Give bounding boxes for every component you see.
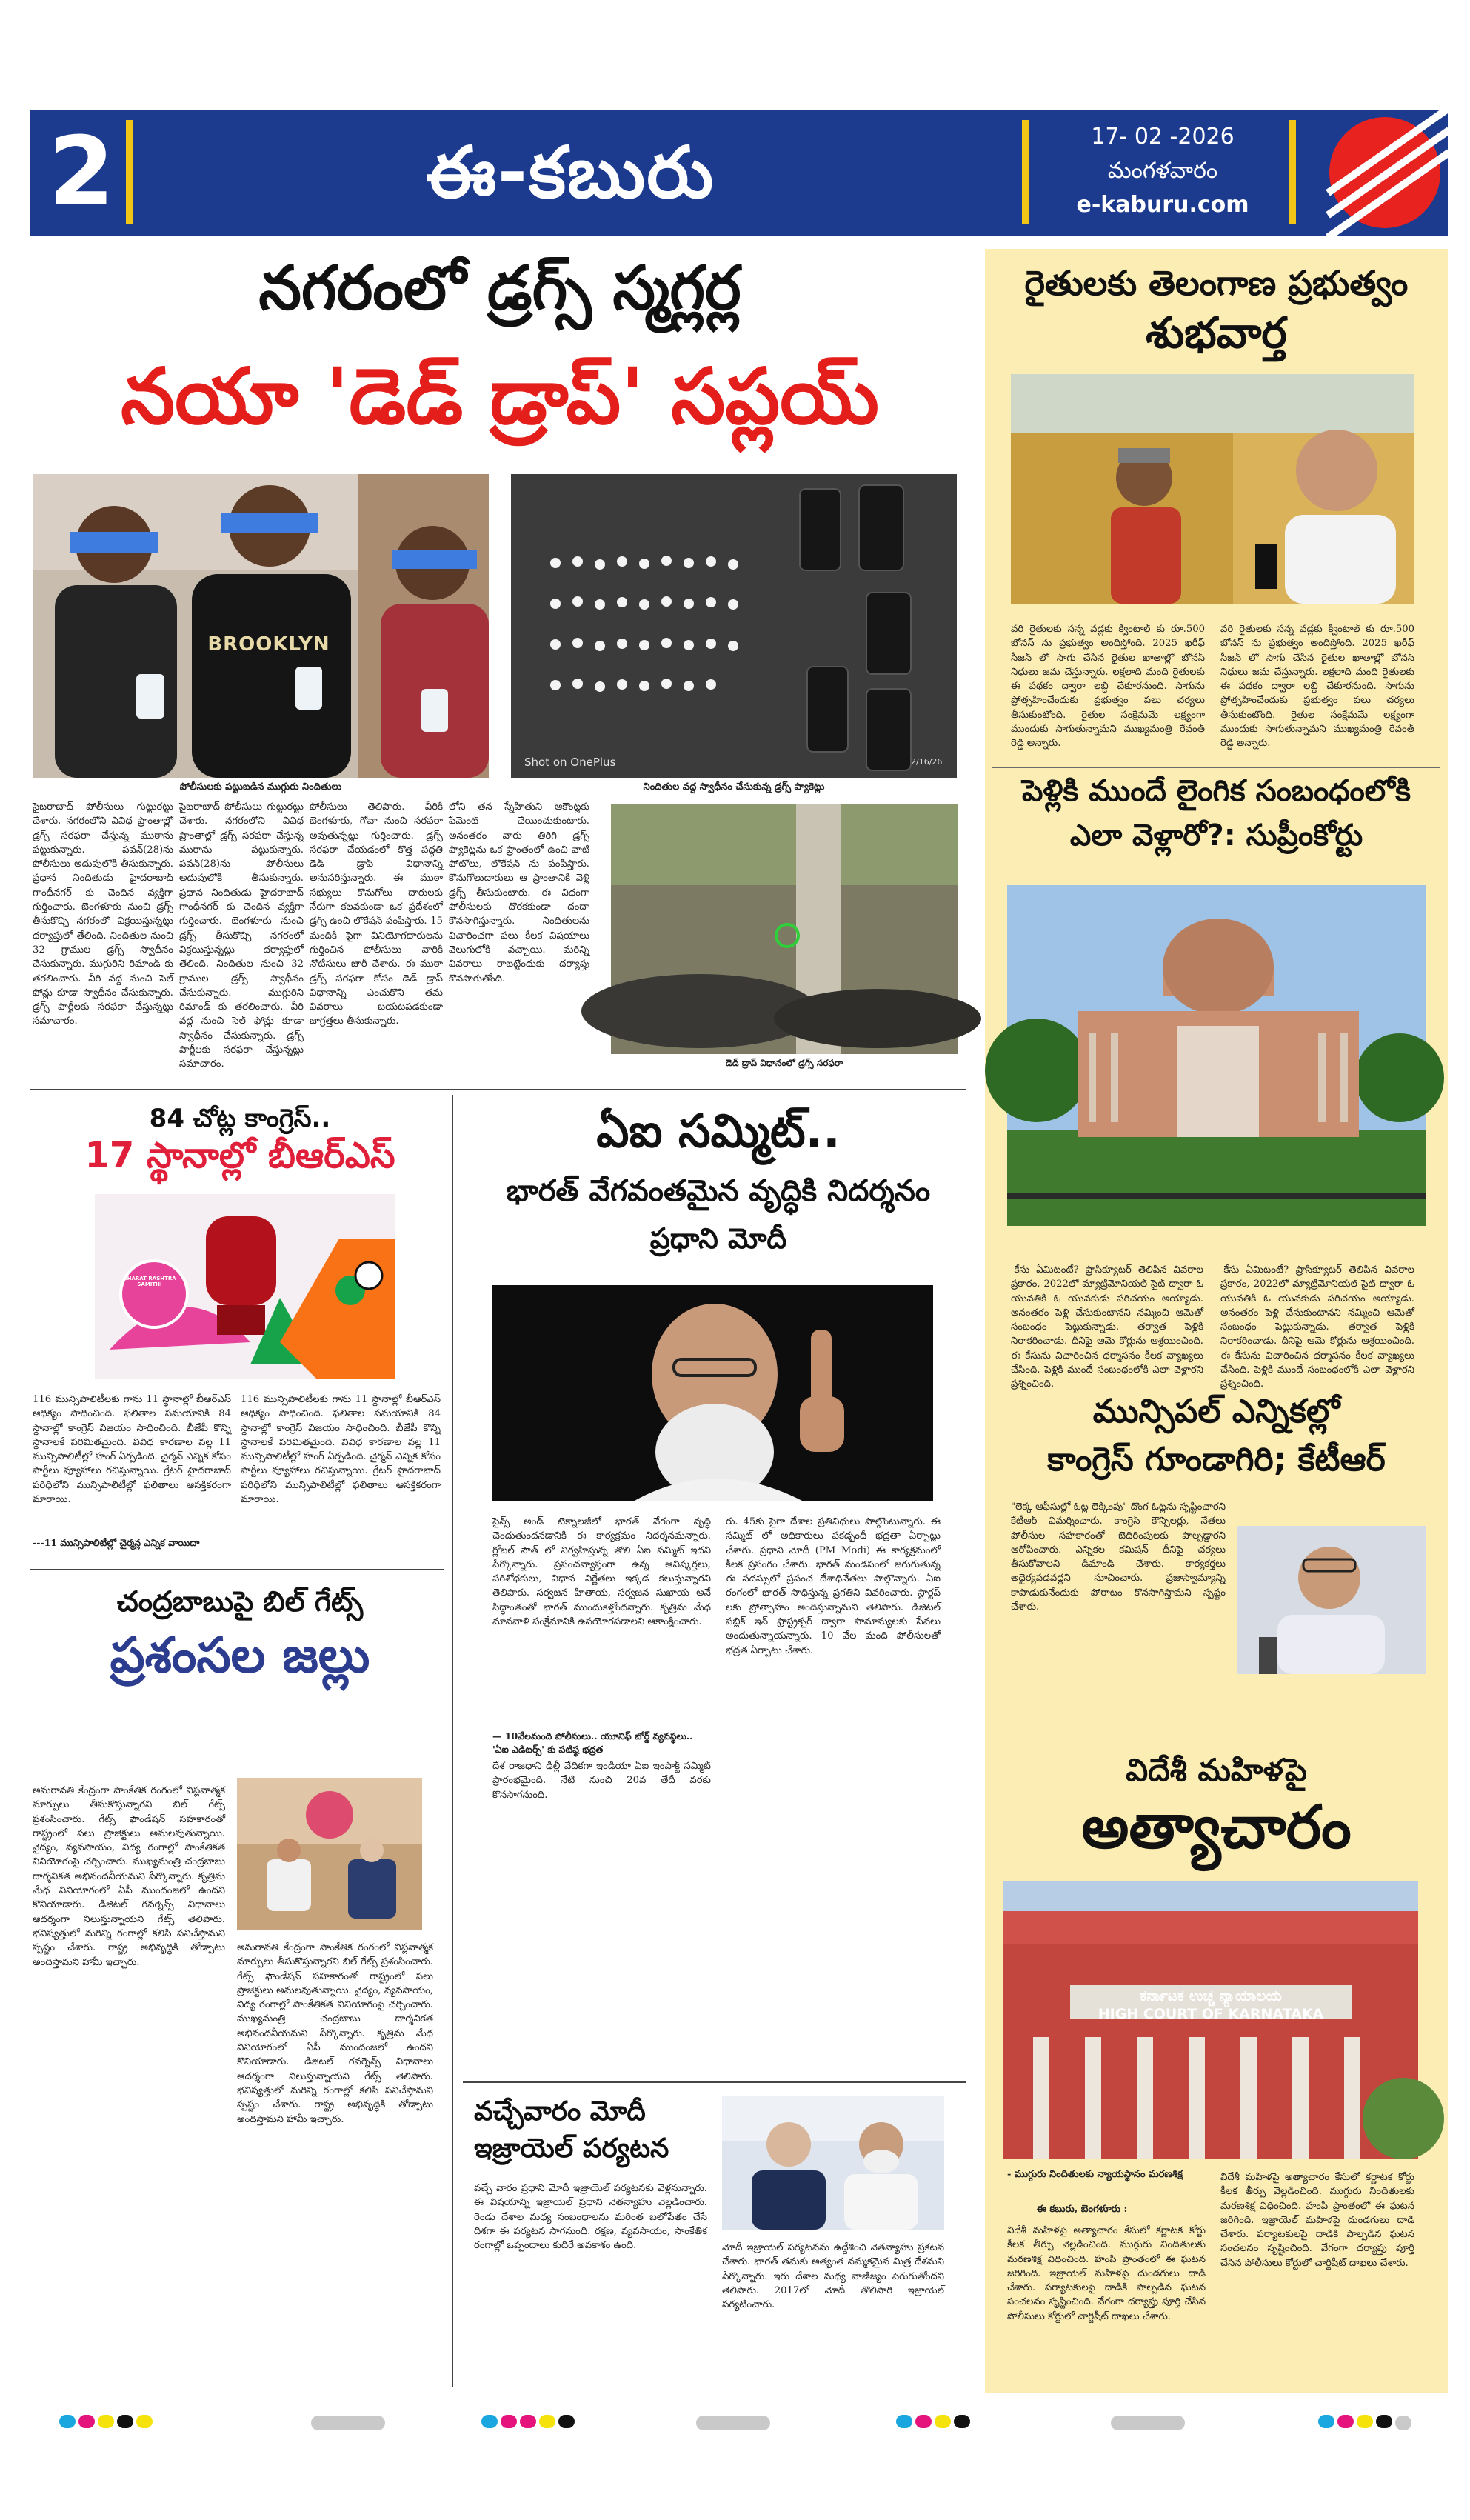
color-dot-yellow xyxy=(935,2415,951,2428)
rape-column-1: విదేశీ మహిళపై అత్యాచారం కేసులో కర్ణాటక కోర్టు కీలక తీర్పు వెల్లడించింది. ముగ్గురు నిందితులకు మరణశిక్ష విధించింది. హంపి ప్రాంతంలో ఈ ఘటన జరిగింది. ఇజ్రాయెల్ మహిళపై దుండగులు దాడి చేశారు. పర్యాటకులపై దాడికి పాల్పడిన ఘటన సంచలనం సృష్టించింది. వేగంగా దర్యాప్తు పూర్తి చేసిన పోలీసులు కోర్టులో చార్జిషీట్ దాఖలు చేశారు. xyxy=(1007,2225,1206,2322)
color-dot-cyan xyxy=(896,2415,912,2428)
ktr-photo xyxy=(1237,1526,1426,1674)
print-color-bars xyxy=(0,2400,1470,2444)
grey-bar xyxy=(311,2416,385,2430)
gates-column-2: అమరావతి కేంద్రంగా సాంకేతిక రంగంలో విప్లవాత్మక మార్పులు తీసుకొస్తున్నారని బిల్ గేట్స్ ప్రశంసించారు. గేట్స్ ఫౌండేషన్ సహకారంతో రాష్ట్రంలో పలు ప్రాజెక్టులు అమలవుతున్నాయి. వైద్యం, వ్యవసాయం, విద్య రంగాల్లో సాంకేతికత వినియోగంపై చర్చించారు. ముఖ్యమంత్రి చంద్రబాబు దార్శనికత అభినందనీయమని పేర్కొన్నారు. కృత్రిమ మేధ వినియోగంలో ఏపీ ముందంజలో ఉందని కొనియాడారు. డిజిటల్ గవర్నెన్స్ విధానాలు ఆదర్శంగా నిలుస్తున్నాయని గేట్స్ తెలిపారు. భవిష్యత్తులో మరిన్ని రంగాల్లో కలిసి పనిచేస్తామని స్పష్టం చేశారు. రాష్ట్ర అభివృద్ధికి తోడ్పాటు అందిస్తామని హామీ ఇచ్చారు. xyxy=(237,1942,433,2125)
color-dot-black xyxy=(954,2415,970,2428)
color-dot-black xyxy=(558,2415,575,2428)
suspects-photo-caption: పోలీసులకు పట్టుబడిన ముగ్గురు నిందితులు xyxy=(179,781,342,793)
farmers-headline-1: రైతులకు తెలంగాణ ప్రభుత్వం xyxy=(1024,263,1409,303)
grey-bar xyxy=(696,2416,770,2430)
ai-headline-1: ఏఐ సమ్మిట్.. xyxy=(596,1104,841,1158)
dead-drop-photo xyxy=(611,804,958,1054)
sc-column-2: -కేసు ఏమిటంటే? ప్రాసిక్యూటర్ తెలిపిన వివరాల ప్రకారం, 2022లో మ్యాట్రిమోనియల్ సైట్ ద్వారా ఓ యువతికి ఓ యువకుడు పరిచయం అయ్యాడు. అనంతరం పెళ్లి చేసుకుంటానని నమ్మించి ఆమెతో సంబంధం పెట్టుకున్నాడు. తర్వాత పెళ్లికి నిరాకరించాడు. దీనిపై ఆమె కోర్టును ఆశ్రయించింది. ఈ కేసును విచారించిన ధర్మాసనం కీలక వ్యాఖ్యలు చేసింది. పెళ్లికి ముందే సంబంధంలోకి ఎలా వెళ్లారని ప్రశ్నించింది. xyxy=(1220,1264,1414,1390)
seized-drugs-photo xyxy=(511,474,957,778)
grey-bar xyxy=(1395,2416,1411,2430)
color-dot-magenta xyxy=(1337,2415,1354,2428)
israel-headline-1: వచ్చేవారం మోదీ xyxy=(474,2096,646,2127)
website[interactable]: e-kaburu.com xyxy=(1076,192,1249,218)
section-divider xyxy=(30,1089,966,1090)
court-sign-english: HIGH COURT OF KARNATAKA xyxy=(1098,2006,1324,2022)
lead-headline-1: నగరంలో డ్రగ్స్ స్మగ్లర్ల xyxy=(258,253,741,324)
ai-column-1b: దేశ రాజధాని ఢిల్లీ వేదికగా ఇండియా ఏఐ ఇంపాక్ట్ సమ్మిట్ ప్రారంభమైంది. నేటి నుంచి 20వ తేదీ వరకు కొనసాగనుంది. xyxy=(492,1761,711,1801)
color-dot-cyan xyxy=(1318,2415,1334,2428)
photo-watermark: Shot on OnePlus xyxy=(524,756,616,769)
masthead-divider xyxy=(1289,120,1296,224)
rape-headline-2: అత్యాచారం xyxy=(1081,1793,1352,1861)
israel-column-1: వచ్చే వారం ప్రధాని మోదీ ఇజ్రాయెల్ పర్యటనకు వెళ్లనున్నారు. ఈ విషయాన్ని ఇజ్రాయెల్ ప్రధాని నెతన్యాహు వెల్లడించారు. రెండు దేశాల మధ్య సంబంధాలను మరింత బలోపేతం చేసే దిశగా ఈ పర్యటన సాగనుంది. రక్షణ, వ్యవసాయం, సాంకేతిక రంగాల్లో ఒప్పందాలు కుదిరే అవకాశం ఉంది. xyxy=(474,2183,707,2252)
color-dot-yellow xyxy=(1357,2415,1373,2428)
israel-column-2: మోదీ ఇజ్రాయెల్ పర్యటనను ఉద్దేశించి నెతన్యాహు ప్రకటన చేశారు. భారత్ తమకు అత్యంత నమ్మకమైన మిత్ర దేశమని పేర్కొన్నారు. ఇరు దేశాల మధ్య వాణిజ్యం పెరుగుతోందని తెలిపారు. 2017లో మోదీ తొలిసారి ఇజ్రాయెల్ పర్యటించారు. xyxy=(722,2242,944,2311)
lead-column-2: పోలీసులు తెలిపారు. వీరికి బెంగళూరు, గోవా నుంచి సరఫరా అవుతున్నట్లు గుర్తించారు. డ్రగ్స్ సరఫరా చేయడంలో కొత్త పద్ధతి డెడ్ డ్రాప్ విధానాన్ని అనుసరిస్తున్నారు. ఈ ముఠా సభ్యులు కొనుగోలు దారులకు నేరుగా కలవకుండా ఒక ప్రదేశంలో డ్రగ్స్ ఉంచి లొకేషన్ పంపిస్తారు. 15 మందికి పైగా వినియోగదారులను గుర్తించిన పోలీసులు వారికి నోటీసులు జారీ చేశారు. ఈ ముఠా డ్రగ్స్ సరఫరా కోసం డెడ్ డ్రాప్ విధానాన్ని ఎంచుకొని తమ వివరాలు బయటపడకుండా జాగ్రత్తలు తీసుకున్నారు. xyxy=(310,801,443,1027)
ktr-headline-1: మున్సిపల్ ఎన్నికల్లో xyxy=(1092,1393,1340,1430)
dead-drop-caption: డెడ్ డ్రాప్ విధానంలో డ్రగ్స్ సరఫరా xyxy=(725,1058,843,1068)
section-divider xyxy=(463,2081,966,2083)
lead-column-1b: సైబరాబాద్ పోలీసులు గుట్టురట్టు చేశారు. నగరంలోని వివిధ ప్రాంతాల్లో డ్రగ్స్ సరఫరా చేస్తున్న ముఠాను పట్టుకున్నారు. పవన్(28)ను పోలీసులు అదుపులోకి తీసుకున్నారు. ప్రధాన నిందితుడు హైదరాబాద్ గాంధీనగర్ కు చెందిన వ్యక్తిగా గుర్తించారు. బెంగళూరు నుంచి డ్రగ్స్ తీసుకొచ్చి నగరంలో విక్రయిస్తున్నట్లు దర్యాప్తులో తేలింది. నిందితుల నుంచి 32 గ్రాముల డ్రగ్స్ స్వాధీనం చేసుకున్నారు. ముగ్గురిని రిమాండ్ కు తరలించారు. వీరి వద్ద నుంచి సెల్ ఫోన్లు కూడా స్వాధీనం చేసుకున్నారు. డ్రగ్స్ పార్టీలకు సరఫరా చేస్తున్నట్లు సమాచారం. xyxy=(179,801,304,1070)
farmers-column-2: వరి రైతులకు సన్న వడ్లకు క్వింటాల్ కు రూ.500 బోనస్ ను ప్రభుత్వం అందిస్తోంది. 2025 ఖరీఫ్ సీజన్ లో సాగు చేసిన రైతుల ఖాతాల్లో బోనస్ నిధులు జమ చేస్తున్నారు. లక్షలాది మంది రైతులకు ఈ పథకం ద్వారా లబ్ధి చేకూరనుంది. సాగును ప్రోత్సహించేందుకు ప్రభుత్వం పలు చర్యలు తీసుకుంటోంది. రైతుల సంక్షేమమే లక్ష్యంగా ముందుకు సాగుతున్నామని ముఖ్యమంత్రి రేవంత్ రెడ్డి అన్నారు. xyxy=(1220,624,1414,750)
color-dot-black xyxy=(1376,2415,1392,2428)
issue-day: మంగళవారం xyxy=(1107,158,1218,184)
section-divider xyxy=(30,1569,444,1570)
farmers-headline-2: శుభవార్త xyxy=(1146,307,1287,358)
page-number: 2 xyxy=(48,117,115,227)
masthead-divider xyxy=(1022,120,1029,224)
rape-headline-1: విదేశీ మహిళపై xyxy=(1126,1752,1307,1788)
section-divider xyxy=(992,767,1440,768)
ai-column-2: రు. 45కు పైగా దేశాల ప్రతినిధులు పాల్గొంటున్నారు. ఈ సమ్మిట్ లో అధికారులు పకడ్బందీ భద్రతా ఏర్పాట్లు చేశారు. ప్రధాని మోదీ (PM Modi) ఈ కార్యక్రమంలో కీలక ప్రసంగం చేశారు. భారత్ మండపంలో జరుగుతున్న ఈ సదస్సులో ప్రపంచ దేశాధినేతలు పాల్గొన్నారు. ఏఐ రంగంలో భారత్ సాధిస్తున్న ప్రగతిని వివరించారు. స్టార్టప్ లకు ప్రోత్సాహం అందిస్తున్నామని తెలిపారు. డిజిటల్ పబ్లిక్ ఇన్ ఫ్రాస్ట్రక్చర్ ద్వారా సామాన్యులకు సేవలు అందుతున్నాయన్నారు. 10 వేల మంది పోలీసులతో భద్రత ఏర్పాటు చేశారు. xyxy=(726,1516,941,1656)
newspaper-title: ఈ-కబురు xyxy=(425,131,715,214)
supreme-court-photo xyxy=(1007,885,1426,1226)
farmers-column-1: వరి రైతులకు సన్న వడ్లకు క్వింటాల్ కు రూ.500 బోనస్ ను ప్రభుత్వం అందిస్తోంది. 2025 ఖరీఫ్ సీజన్ లో సాగు చేసిన రైతుల ఖాతాల్లో బోనస్ నిధులు జమ చేస్తున్నారు. లక్షలాది మంది రైతులకు ఈ పథకం ద్వారా లబ్ధి చేకూరనుంది. సాగును ప్రోత్సహించేందుకు ప్రభుత్వం పలు చర్యలు తీసుకుంటోంది. రైతుల సంక్షేమమే లక్ష్యంగా ముందుకు సాగుతున్నామని ముఖ్యమంత్రి రేవంత్ రెడ్డి అన్నారు. xyxy=(1011,624,1205,750)
sc-headline-1: పెళ్లికి ముందే లైంగిక సంబంధంలోకి xyxy=(1021,774,1411,808)
rape-dateline: ఈ కబురు, బెంగళూరు : xyxy=(1037,2204,1128,2215)
brand-logo-icon xyxy=(1329,117,1440,228)
farmers-photo xyxy=(1011,374,1414,604)
suspects-photo xyxy=(33,474,489,778)
color-dot-magenta xyxy=(520,2415,536,2428)
lead-column-1: సైబరాబాద్ పోలీసులు గుట్టురట్టు చేశారు. నగరంలోని వివిధ ప్రాంతాల్లో డ్రగ్స్ సరఫరా చేస్తున్న ముఠాను పట్టుకున్నారు. పవన్(28)ను పోలీసులు అదుపులోకి తీసుకున్నారు. ప్రధాన నిందితుడు హైదరాబాద్ గాంధీనగర్ కు చెందిన వ్యక్తిగా గుర్తించారు. బెంగళూరు నుంచి డ్రగ్స్ తీసుకొచ్చి నగరంలో విక్రయిస్తున్నట్లు దర్యాప్తులో తేలింది. నిందితుల నుంచి 32 గ్రాముల డ్రగ్స్ స్వాధీనం చేసుకున్నారు. ముగ్గురిని రిమాండ్ కు తరలించారు. వీరి వద్ద నుంచి సెల్ ఫోన్లు కూడా స్వాధీనం చేసుకున్నారు. డ్రగ్స్ పార్టీలకు సరఫరా చేస్తున్నట్లు సమాచారం. xyxy=(33,801,173,1027)
ai-column-1: సైన్స్ అండ్ టెక్నాలజీలో భారత్ వేగంగా వృద్ధి చెందుతుందనడానికి ఈ కార్యక్రమం నిదర్శనమన్నారు. గ్లోబల్ సౌత్ లో నిర్వహిస్తున్న తొలి ఏఐ సమ్మిట్ ఇదని పేర్కొన్నారు. ప్రపంచవ్యాప్తంగా ఉన్న ఆవిష్కర్తలు, పరిశోధకులు, విధాన నిర్ణేతలు ఇక్కడ కలుస్తున్నారని తెలిపారు. సర్వజన హితాయ, సర్వజన సుఖాయ అనే సిద్ధాంతంతో భారత్ ముందుకెళ్తోందన్నారు. కృత్రిమ మేధ మానవాళి సంక్షేమానికి ఉపయోగపడాలని ఆకాంక్షించారు. xyxy=(492,1516,711,1628)
color-dot-magenta xyxy=(501,2415,517,2428)
masthead-dateline xyxy=(1059,120,1266,222)
color-dot-cyan xyxy=(481,2415,498,2428)
congress-headline-2: 17 స్థానాల్లో బీఆర్ఎస్ xyxy=(84,1135,395,1176)
seized-photo-caption: నిందితుల వద్ద స్వాధీనం చేసుకున్న డ్రగ్స్ ప్యాకెట్లు xyxy=(643,781,825,793)
masthead-divider xyxy=(126,120,133,224)
color-dot-magenta xyxy=(78,2415,95,2428)
ai-bullet-headline: — 10వేలమంది పోలీసులు.. యూనిఫ్ బోర్డ్ వ్యవస్థలు.. 'ఏఐ ఎడిటర్స్' కు పటిష్ఠ భద్రత xyxy=(492,1730,693,1755)
sc-column-1: -కేసు ఏమిటంటే? ప్రాసిక్యూటర్ తెలిపిన వివరాల ప్రకారం, 2022లో మ్యాట్రిమోనియల్ సైట్ ద్వారా ఓ యువతికి ఓ యువకుడు పరిచయం అయ్యాడు. అనంతరం పెళ్లి చేసుకుంటానని నమ్మించి ఆమెతో సంబంధం పెట్టుకున్నాడు. తర్వాత పెళ్లికి నిరాకరించాడు. దీనిపై ఆమె కోర్టును ఆశ్రయించింది. ఈ కేసును విచారించిన ధర్మాసనం కీలక వ్యాఖ్యలు చేసింది. పెళ్లికి ముందే సంబంధంలోకి ఎలా వెళ్లారని ప్రశ్నించింది. xyxy=(1011,1264,1203,1390)
ktr-column-1: "లెక్క ఆఫీసుల్లో ఓట్ల లెక్కింపు" దొంగ ఓట్లను సృష్టించారని కేటీఆర్ విమర్శించారు. కాంగ్రెస్ కౌన్సిలర్లు, నేతలు పోలీసుల సహకారంతో బెదిరింపులకు పాల్పడ్డారని ఆరోపించారు. ఎన్నికల కమిషన్ దీనిపై చర్యలు తీసుకోవాలని డిమాండ్ చేశారు. కార్యకర్తలు అధైర్యపడవద్దని సూచించారు. ప్రజాస్వామ్యాన్ని కాపాడుకునేందుకు పోరాటం కొనసాగిస్తామని స్పష్టం చేశారు. xyxy=(1011,1501,1226,1613)
color-dot-black xyxy=(117,2415,133,2428)
tshirt-print: BROOKLYN xyxy=(207,633,330,656)
israel-headline-2: ఇజ్రాయెల్ పర్యటన xyxy=(474,2133,669,2164)
congress-column-1: 116 మున్సిపాలిటీలకు గాను 11 స్థానాల్లో బీఆర్ఎస్ ఆధిక్యం సాధించింది. ఫలితాల సమయానికి 84 స్థానాల్లో కాంగ్రెస్ విజయం సాధించింది. బీజేపీ కొన్ని స్థానాలకే పరిమితమైంది. వివిధ కారణాల వల్ల 11 మున్సిపాలిటీల్లో హంగ్ ఏర్పడింది. చైర్మన్ ఎన్నిక కోసం పార్టీలు వ్యూహాలు రచిస్తున్నాయి. గ్రేటర్ హైదరాబాద్ పరిధిలోని మున్సిపాలిటీల్లో ఫలితాలు ఆసక్తికరంగా మారాయి. xyxy=(33,1394,231,1506)
gates-column-1: అమరావతి కేంద్రంగా సాంకేతిక రంగంలో విప్లవాత్మక మార్పులు తీసుకొస్తున్నారని బిల్ గేట్స్ ప్రశంసించారు. గేట్స్ ఫౌండేషన్ సహకారంతో రాష్ట్రంలో పలు ప్రాజెక్టులు అమలవుతున్నాయి. వైద్యం, వ్యవసాయం, విద్య రంగాల్లో సాంకేతికత వినియోగంపై చర్చించారు. ముఖ్యమంత్రి చంద్రబాబు దార్శనికత అభినందనీయమని పేర్కొన్నారు. కృత్రిమ మేధ వినియోగంలో ఏపీ ముందంజలో ఉందని కొనియాడారు. డిజిటల్ గవర్నెన్స్ విధానాలు ఆదర్శంగా నిలుస్తున్నాయని గేట్స్ తెలిపారు. భవిష్యత్తులో మరిన్ని రంగాల్లో కలిసి పనిచేస్తామని స్పష్టం చేశారు. రాష్ట్ర అభివృద్ధికి తోడ్పాటు అందిస్తామని హామీ ఇచ్చారు. xyxy=(33,1785,225,1968)
brs-logo-text: BHARAT RASHTRA SAMITHI xyxy=(123,1276,176,1287)
color-dot-magenta xyxy=(915,2415,932,2428)
congress-footnote: ---11 మున్సిపాలిటీల్లో చైర్మన్ల ఎన్నిక వాయిదా xyxy=(33,1537,200,1548)
color-dot-cyan xyxy=(59,2415,76,2428)
ai-headline-2: భారత్ వేగవంతమైన వృద్ధికి నిదర్శనం xyxy=(506,1174,931,1208)
issue-date: 17- 02 -2026 xyxy=(1091,124,1235,150)
photo-date-stamp: 2/16/26 xyxy=(911,757,943,767)
grey-bar xyxy=(1111,2416,1185,2430)
ai-headline-3: ప్రధాని మోదీ xyxy=(649,1222,787,1255)
sc-headline-2: ఎలా వెళ్లారో?: సుప్రీంకోర్టు xyxy=(1069,819,1363,853)
color-dot-yellow xyxy=(98,2415,114,2428)
court-sign-kannada: ಕರ್ನಾಟಕ ಉಚ್ಚ ನ್ಯಾಯಾಲಯ xyxy=(1140,1987,1282,2004)
ktr-headline-2: కాంగ్రెస్ గూండాగిరి; కేటీఆర్ xyxy=(1047,1441,1386,1479)
gates-headline-1: చంద్రబాబుపై బిల్ గేట్స్ xyxy=(116,1585,364,1618)
congress-headline-1: 84 చోట్ల కాంగ్రెస్.. xyxy=(149,1104,331,1133)
rape-subheadline: - ముగ్గురు నిందితులకు న్యాయస్థానం మరణశిక్ష xyxy=(1007,2169,1183,2180)
modi-netanyahu-photo xyxy=(722,2096,944,2230)
gates-meeting-photo xyxy=(237,1778,422,1930)
congress-column-2: 116 మున్సిపాలిటీలకు గాను 11 స్థానాల్లో బీఆర్ఎస్ ఆధిక్యం సాధించింది. ఫలితాల సమయానికి 84 స్థానాల్లో కాంగ్రెస్ విజయం సాధించింది. బీజేపీ కొన్ని స్థానాలకే పరిమితమైంది. వివిధ కారణాల వల్ల 11 మున్సిపాలిటీల్లో హంగ్ ఏర్పడింది. చైర్మన్ ఎన్నిక కోసం పార్టీలు వ్యూహాలు రచిస్తున్నాయి. గ్రేటర్ హైదరాబాద్ పరిధిలోని మున్సిపాలిటీల్లో ఫలితాలు ఆసక్తికరంగా మారాయి. xyxy=(241,1394,441,1506)
rape-column-2: విదేశీ మహిళపై అత్యాచారం కేసులో కర్ణాటక కోర్టు కీలక తీర్పు వెల్లడించింది. ముగ్గురు నిందితులకు మరణశిక్ష విధించింది. హంపి ప్రాంతంలో ఈ ఘటన జరిగింది. ఇజ్రాయెల్ మహిళపై దుండగులు దాడి చేశారు. పర్యాటకులపై దాడికి పాల్పడిన ఘటన సంచలనం సృష్టించింది. వేగంగా దర్యాప్తు పూర్తి చేసిన పోలీసులు కోర్టులో చార్జిషీట్ దాఖలు చేశారు. xyxy=(1220,2172,1414,2269)
color-dot-yellow xyxy=(539,2415,555,2428)
lead-headline-2: నయా 'డెడ్ డ్రాప్' సప్లయ్ xyxy=(121,351,879,441)
modi-photo xyxy=(492,1285,933,1501)
gates-headline-2: ప్రశంసల జల్లు xyxy=(110,1627,370,1684)
lead-column-3: లోని తన స్నేహితుని ఆకౌంట్లకు పేమెంట్ చేయించుకుంటారు. అనంతరం వారు తిరిగి డ్రగ్స్ ప్యాకెట్లను ఒక ప్రాంతంలో ఉంచి వాటి ఫోటోలు, లొకేషన్ ను పంపిస్తారు. కొనుగోలుదారులు ఆ ప్రాంతానికి వెళ్లి డ్రగ్స్ తీసుకుంటారు. ఈ విధంగా పోలీసులకు దొరకకుండా దందా కొనసాగిస్తున్నారు. నిందితులను విచారించగా పలు కీలక విషయాలు వెలుగులోకి వచ్చాయి. మరిన్ని వివరాలు రాబట్టేందుకు దర్యాప్తు కొనసాగుతోంది. xyxy=(449,801,589,984)
color-dot-yellow xyxy=(136,2415,153,2428)
column-divider xyxy=(452,1095,453,2387)
